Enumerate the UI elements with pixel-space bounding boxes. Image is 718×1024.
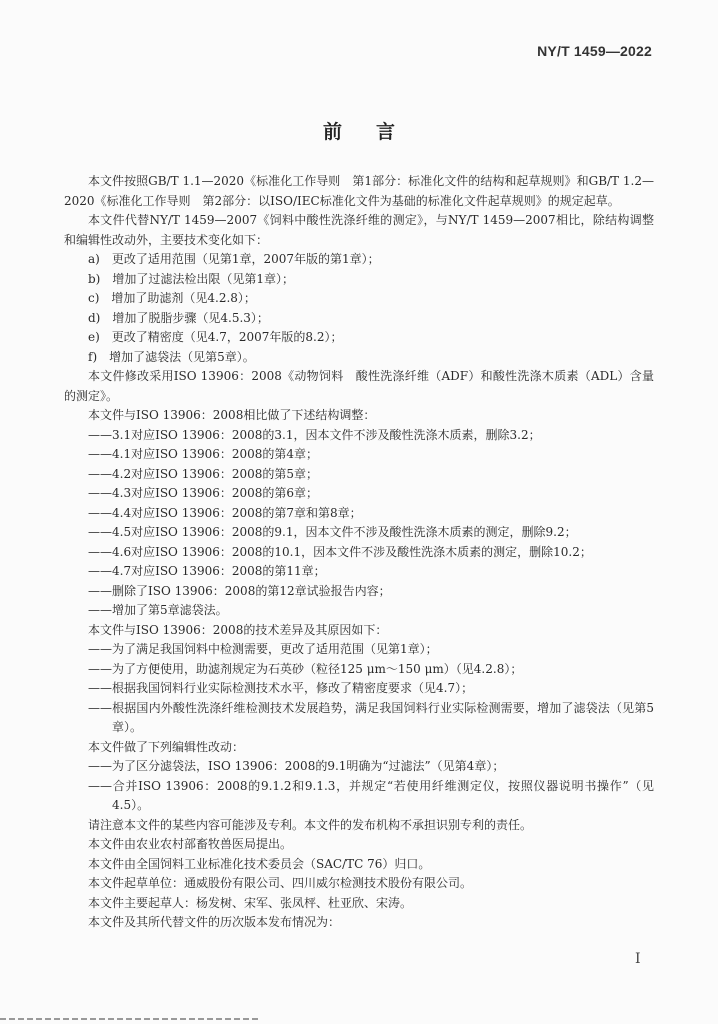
paragraph: 本文件由全国饲料工业标准化技术委员会（SAC/TC 76）归口。 bbox=[88, 856, 431, 871]
list-item: c) 增加了助滤剂（见4.2.8）； bbox=[88, 291, 256, 305]
dash-item: ——3.1对应ISO 13906：2008的3.1，因本文件不涉及酸性洗涤木质素，删除3.2； bbox=[88, 427, 541, 442]
dash-item: ——4.5对应ISO 13906：2008的9.1，因本文件不涉及酸性洗涤木质素的测定，删除9.2； bbox=[88, 525, 577, 539]
dash-item: ——根据我国饲料行业实际检测技术水平，修改了精密度要求（见4.7）； bbox=[88, 681, 474, 695]
paragraph: 本文件与ISO 13906：2008的技术差异及其原因如下： bbox=[88, 622, 388, 637]
paragraph: 本文件代替NY/T 1459—2007《饲料中酸性洗涤纤维的测定》，与NY/T 1459—2007相比，除结构调整和编辑性改动外，主要技术变化如下： bbox=[64, 213, 654, 247]
foreword-body bbox=[64, 172, 654, 933]
list-item: a) 更改了适用范围（见第1章，2007年版的第1章）； bbox=[88, 252, 380, 266]
dash-item: ——4.6对应ISO 13906：2008的10.1，因本文件不涉及酸性洗涤木质素的测定，删除10.2； bbox=[88, 544, 592, 559]
dash-item: ——4.2对应ISO 13906：2008的第5章； bbox=[88, 466, 319, 481]
page-number: I bbox=[635, 951, 641, 967]
footer-rule bbox=[0, 1018, 260, 1020]
list-item: f) 增加了滤袋法（见第5章）。 bbox=[88, 349, 255, 364]
dash-item: ——为了方便使用，助滤剂规定为石英砂（粒径125 μm～150 μm）（见4.2.8）； bbox=[88, 661, 523, 676]
paragraph: 本文件做了下列编辑性改动： bbox=[88, 739, 245, 754]
dash-item: ——为了满足我国饲料中检测需要，更改了适用范围（见第1章）； bbox=[88, 642, 438, 656]
list-item: e) 更改了精密度（见4.7，2007年版的8.2）； bbox=[88, 330, 343, 344]
paragraph: 本文件由农业农村部畜牧兽医局提出。 bbox=[88, 837, 293, 851]
dash-item: ——删除了ISO 13906：2008的第12章试验报告内容； bbox=[88, 583, 391, 598]
dash-item: ——4.1对应ISO 13906：2008的第4章； bbox=[88, 447, 319, 461]
page-title: 前言 bbox=[322, 121, 429, 143]
dash-item: ——为了区分滤袋法，ISO 13906：2008的9.1明确为“过滤法”（见第4章）； bbox=[88, 759, 505, 773]
paragraph: 本文件起草单位：通威股份有限公司、四川威尔检测技术股份有限公司。 bbox=[88, 876, 473, 890]
paragraph: 本文件主要起草人：杨发树、宋军、张凤枰、杜亚欣、宋涛。 bbox=[88, 895, 413, 910]
dash-item: ——4.7对应ISO 13906：2008的第11章； bbox=[88, 564, 326, 578]
dash-item: ——合并ISO 13906：2008的9.1.2和9.1.3，并规定“若使用纤维测定仪，按照仪器说明书操作”（见4.5）。 bbox=[88, 778, 654, 812]
paragraph: 本文件按照GB/T 1.1—2020《标准化工作导则 第1部分：标准化文件的结构和起草规则》和GB/T 1.2—2020《标准化工作导则 第2部分：以ISO/IEC标准化文件为基础的标准化文件起草规则》的规定起草。 bbox=[64, 174, 654, 208]
paragraph: 请注意本文件的某些内容可能涉及专利。本文件的发布机构不承担识别专利的责任。 bbox=[88, 817, 533, 832]
list-item: b) 增加了过滤法检出限（见第1章）； bbox=[88, 271, 294, 286]
paragraph: 本文件与ISO 13906：2008相比做了下述结构调整： bbox=[88, 408, 376, 422]
standard-code: NY/T 1459—2022 bbox=[537, 43, 652, 59]
list-item: d) 增加了脱脂步骤（见4.5.3）； bbox=[88, 310, 269, 325]
dash-item: ——根据国内外酸性洗涤纤维检测技术发展趋势，满足我国饲料行业实际检测需要，增加了滤袋法（见第5章）。 bbox=[88, 700, 654, 734]
dash-item: ——4.4对应ISO 13906：2008的第7章和第8章； bbox=[88, 505, 362, 520]
paragraph: 本文件修改采用ISO 13906：2008《动物饲料 酸性洗涤纤维（ADF）和酸性洗涤木质素（ADL）含量的测定》。 bbox=[64, 369, 654, 403]
dash-item: ——4.3对应ISO 13906：2008的第6章； bbox=[88, 486, 319, 500]
dash-item: ——增加了第5章滤袋法。 bbox=[88, 603, 228, 617]
paragraph: 本文件及其所代替文件的历次版本发布情况为： bbox=[88, 915, 341, 929]
